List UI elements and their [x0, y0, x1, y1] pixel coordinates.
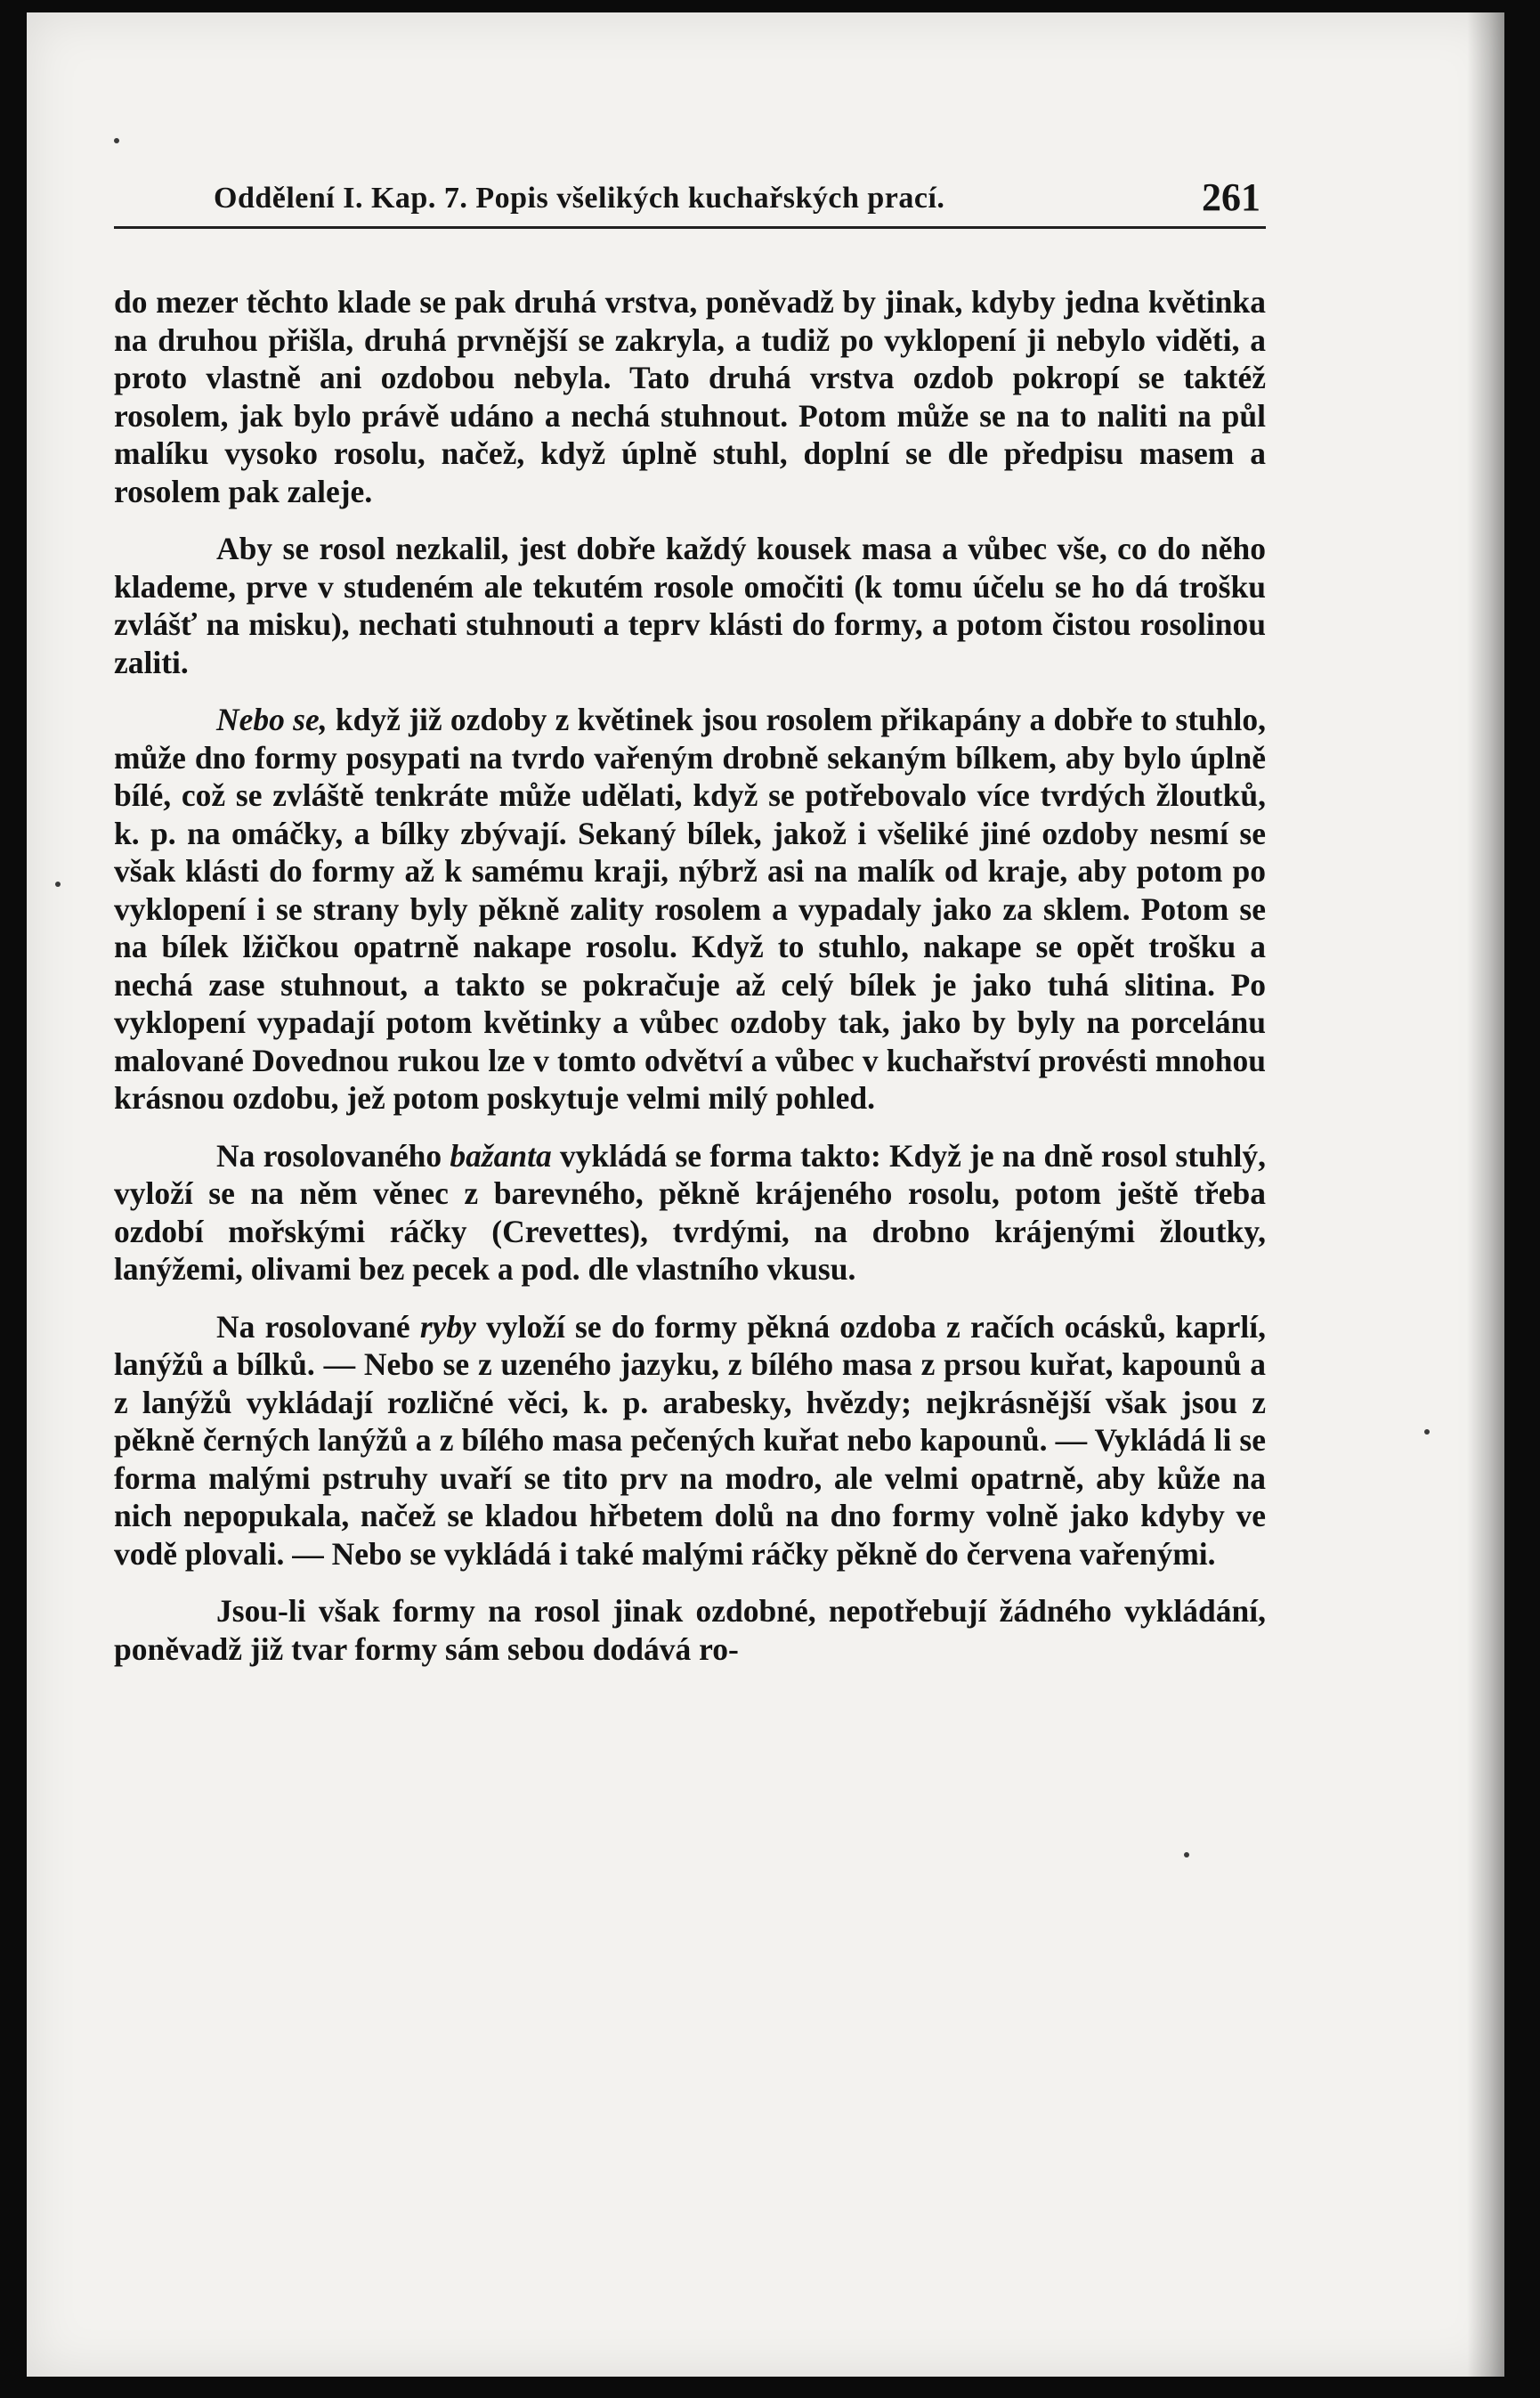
header-rule: [114, 226, 1266, 229]
running-header: [214, 175, 1264, 224]
paragraph-3-text: když již ozdoby z květinek jsou rosolem přikapány a dobře to stuhlo, může dno formy posypati na tvrdo vařeným drobně sekaným bílkem, aby bylo úplně bílé, což se zvláště tenkráte může udělati, když se potřebovalo více tvrdých žloutků, k. p. na omáčky, a bílky zbývají. Sekaný bílek, jakož i všeliké jiné ozdoby nesmí se však klásti do formy až k samému kraji, nýbrž asi na malík od kraje, aby potom po vyklopení i se strany byly pěkně zality rosolem a vypadaly jako za sklem. Potom se na bílek lžičkou opatrně nakape rosolu. Když to stuhlo, nakape se opět trošku a nechá zase stuhnout, a takto se pokračuje až celý bílek je jako tuhá slitina. Po vyklopení vypadají potom květinky a vůbec ozdoby tak, jako by byly na porcelánu malované Dovednou rukou lze v tomto odvětví a vůbec v kuchařství provésti mnohou krásnou ozdobu, jež potom poskytuje velmi milý pohled.: [114, 702, 1266, 1116]
paragraph-4-pre: Na rosolovaného: [216, 1137, 450, 1174]
scan-speck: [1424, 1429, 1430, 1435]
paragraph-5: [114, 1308, 1266, 1573]
paragraph-4-text: vykládá se forma takto: Když je na dně rosol stuhlý, vyloží se na něm věnec z barevného, pěkně krájeného rosolu, potom ještě třeba ozdobí mořskými ráčky (Crevettes), tvrdými, na drobno krájenými žloutky, lanýžemi, olivami bez pecek a pod. dle vlastního vkusu.: [114, 1137, 1266, 1287]
paragraph-3: [114, 701, 1266, 1118]
scan-speck: [1184, 1852, 1189, 1857]
paragraph-1-text: do mezer těchto klade se pak druhá vrstva, poněvadž by jinak, kdyby jedna květinka na druhou přišla, druhá prvnější se zakryla, a tudiž po vyklopení ji nebylo viděti, a proto vlastně ani ozdobou nebyla. Tato druhá vrstva ozdob pokropí se taktéž rosolem, jak bylo právě udáno a nechá stuhnout. Potom může se na to naliti na půl malíku vysoko rosolu, načež, když úplně stuhl, doplní se dle předpisu masem a rosolem pak zaleje.: [114, 284, 1266, 509]
page-number: 261: [1202, 175, 1260, 219]
paragraph-6-text: Jsou-li však formy na rosol jinak ozdobné, nepotřebují žádného vykládání, poněvadž již tvar formy sám sebou dodává ro-: [114, 1593, 1266, 1667]
paragraph-4: [114, 1137, 1266, 1288]
running-title: Oddělení I. Kap. 7. Popis všelikých kuchařských prací.: [214, 182, 945, 215]
paragraph-6: [114, 1592, 1266, 1668]
page-edge-shadow: [1467, 12, 1504, 2377]
paragraph-1: [114, 283, 1266, 510]
paragraph-5-text: vyloží se do formy pěkná ozdoba z račích ocásků, kaprlí, lanýžů a bílků. — Nebo se z uzeného jazyku, z bílého masa z prsou kuřat, kapounů a z lanýžů vykládají rozličné věci, k. p. arabesky, hvězdy; nejkrásnější však jsou z pěkně černých lanýžů a z bílého masa pečených kuřat nebo kapounů. — Vykládá li se forma malými pstruhy uvaří se tito prv na modro, ale velmi opatrně, aby kůže na nich nepopukala, načež se kladou hřbetem dolů na dno formy volně jako kdyby ve vodě plovali. — Nebo se vykládá i také malými ráčky pěkně do červena vařenými.: [114, 1308, 1266, 1572]
paragraph-3-lead: Nebo se,: [216, 702, 328, 737]
paragraph-2: [114, 530, 1266, 681]
paragraph-5-emph: ryby: [419, 1308, 476, 1345]
paragraph-2-text: Aby se rosol nezkalil, jest dobře každý kousek masa a vůbec vše, co do něho klademe, prve v studeném ale tekutém rosole omočiti (k tomu účelu se ho dá trošku zvlášť na misku), nechati stuhnouti a teprv klásti do formy, a potom čistou rosolinou zaliti.: [114, 531, 1266, 680]
scan-speck: [114, 138, 119, 143]
paragraph-4-emph: bažanta: [450, 1137, 552, 1174]
body-text: [114, 283, 1266, 1668]
scan-speck: [55, 882, 61, 887]
paragraph-5-pre: Na rosolované: [216, 1308, 420, 1345]
